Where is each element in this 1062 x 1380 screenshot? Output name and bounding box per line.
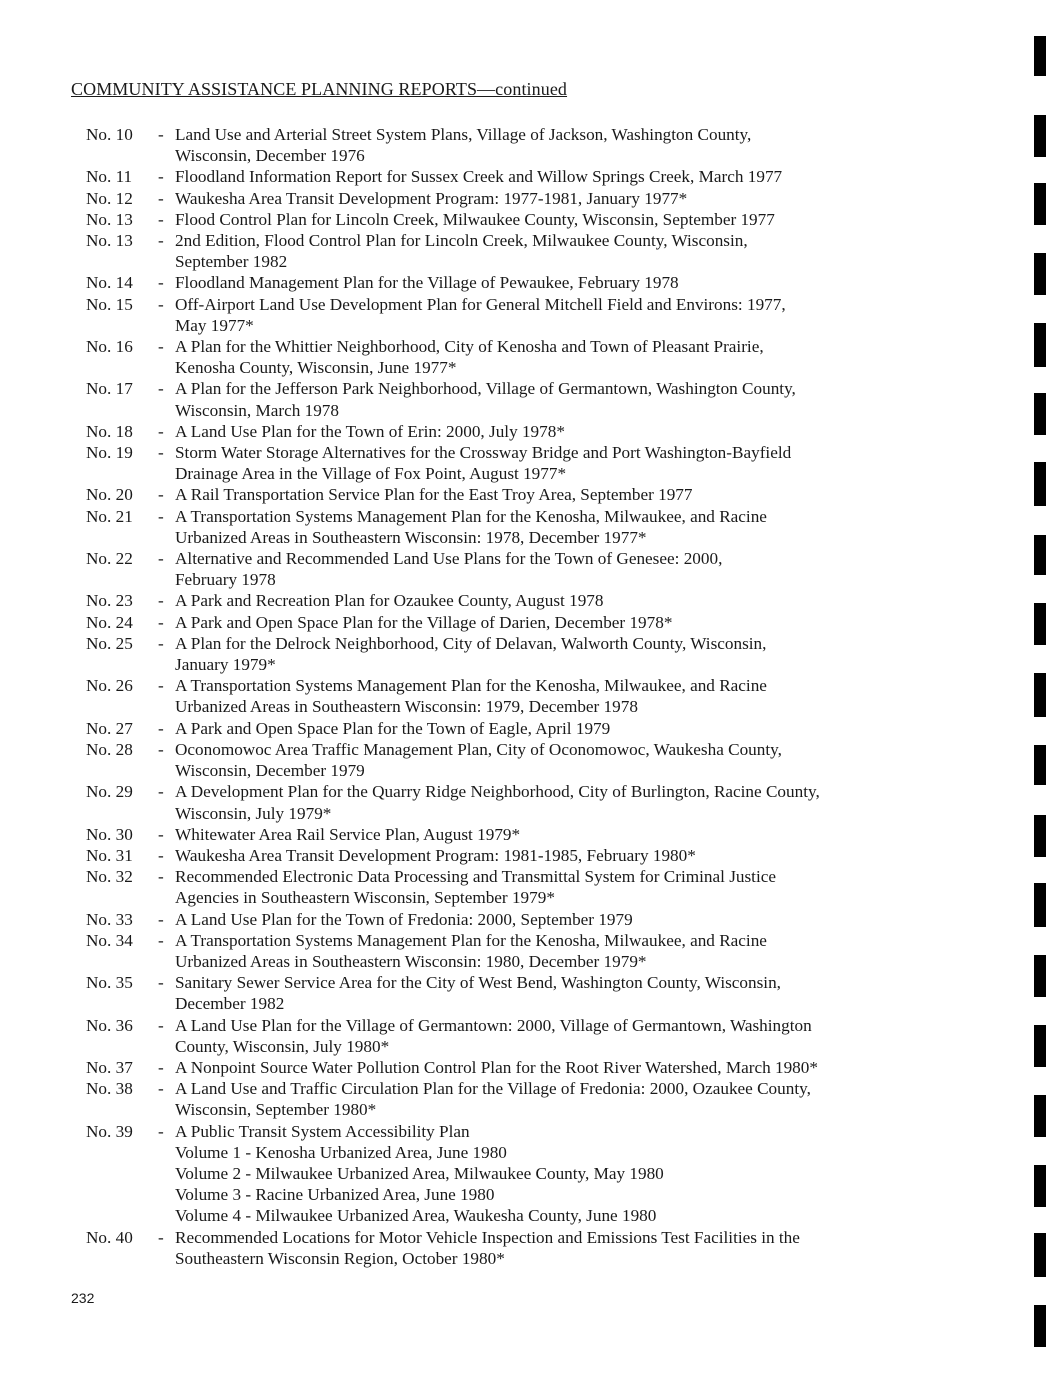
report-number: No. 10 [86, 125, 133, 144]
report-entry [86, 1227, 966, 1269]
report-number: No. 31 [86, 845, 133, 865]
scan-mark [1034, 883, 1046, 927]
entry-separator: - [158, 379, 164, 399]
report-title-line: Kenosha County, Wisconsin, June 1977* [175, 358, 457, 378]
entry-separator: - [158, 231, 164, 251]
scan-mark [1034, 1025, 1046, 1067]
report-title-line: A Development Plan for the Quarry Ridge Neighborhood, City of Burlington, Racine County, [175, 782, 820, 802]
report-entry [86, 166, 966, 187]
entry-separator: - [158, 845, 164, 865]
report-number: No. 29 [86, 782, 133, 802]
scan-mark [1034, 323, 1046, 367]
report-title [175, 209, 966, 230]
report-title-line: Off-Airport Land Use Development Plan for General Mitchell Field and Environs: 1977, [175, 294, 786, 314]
report-number: No. 18 [86, 421, 133, 441]
report-entry [86, 294, 966, 336]
report-title [175, 739, 966, 781]
report-number: No. 15 [86, 294, 133, 314]
report-title [175, 506, 966, 548]
report-title-line: Sanitary Sewer Service Area for the City of West Bend, Washington County, Wisconsin, [175, 973, 781, 993]
entry-separator: - [158, 930, 164, 950]
report-title-line: A Public Transit System Accessibility Plan [175, 1121, 470, 1141]
report-title-line: A Rail Transportation Service Plan for the East Troy Area, September 1977 [175, 485, 693, 505]
report-title [175, 421, 966, 442]
report-title [175, 930, 966, 972]
report-entry [86, 1057, 966, 1078]
report-number: No. 33 [86, 909, 133, 929]
report-entry [86, 612, 966, 633]
report-entry [86, 506, 966, 548]
scan-mark [1034, 955, 1046, 997]
report-title [175, 166, 966, 187]
report-number: No. 23 [86, 591, 133, 611]
report-title-line: A Park and Open Space Plan for the Village of Darien, December 1978* [175, 612, 673, 632]
report-entry [86, 484, 966, 505]
entry-separator: - [158, 337, 164, 357]
entry-separator: - [158, 824, 164, 844]
report-title-line: Recommended Electronic Data Processing and Transmittal System for Criminal Justice [175, 867, 776, 887]
report-title-line: Volume 1 - Kenosha Urbanized Area, June 1980 [175, 1142, 507, 1162]
report-title-line: Urbanized Areas in Southeastern Wisconsin: 1979, December 1978 [175, 697, 638, 717]
report-entry [86, 739, 966, 781]
report-title-line: A Land Use Plan for the Village of Germantown: 2000, Village of Germantown, Washington [175, 1015, 812, 1035]
scan-mark [1034, 253, 1046, 295]
entry-separator: - [158, 1015, 164, 1035]
report-title-line: Flood Control Plan for Lincoln Creek, Milwaukee County, Wisconsin, September 1977 [175, 209, 775, 229]
report-title-line: A Land Use Plan for the Town of Erin: 2000, July 1978* [175, 421, 565, 441]
report-entry [86, 188, 966, 209]
report-number: No. 32 [86, 867, 133, 887]
report-entry [86, 124, 966, 166]
entry-separator: - [158, 167, 164, 187]
report-title-line: Southeastern Wisconsin Region, October 1980* [175, 1248, 505, 1268]
report-title [175, 612, 966, 633]
report-title-line: Floodland Information Report for Sussex Creek and Willow Springs Creek, March 1977 [175, 167, 783, 187]
report-title-line: Urbanized Areas in Southeastern Wisconsin: 1980, December 1979* [175, 951, 647, 971]
report-title [175, 272, 966, 293]
entry-separator: - [158, 125, 164, 144]
report-title-line: Wisconsin, December 1976 [175, 146, 365, 166]
entry-separator: - [158, 1227, 164, 1247]
entry-separator: - [158, 1079, 164, 1099]
report-number: No. 28 [86, 739, 133, 759]
entry-separator: - [158, 485, 164, 505]
report-title [175, 675, 966, 717]
report-entry [86, 336, 966, 378]
report-title [175, 824, 966, 845]
entry-separator: - [158, 739, 164, 759]
entry-separator: - [158, 612, 164, 632]
report-number: No. 38 [86, 1079, 133, 1099]
entry-separator: - [158, 591, 164, 611]
report-entry [86, 781, 966, 823]
report-title-line: Alternative and Recommended Land Use Plans for the Town of Genesee: 2000, [175, 549, 723, 569]
scan-mark [1034, 815, 1046, 857]
report-title-line: Waukesha Area Transit Development Program: 1981-1985, February 1980* [175, 845, 696, 865]
report-title-line: A Transportation Systems Management Plan for the Kenosha, Milwaukee, and Racine [175, 506, 767, 526]
report-title [175, 1015, 966, 1057]
report-title [175, 972, 966, 1014]
section-heading: COMMUNITY ASSISTANCE PLANNING REPORTS—continued [71, 79, 568, 99]
entry-separator: - [158, 867, 164, 887]
report-title-line: Volume 4 - Milwaukee Urbanized Area, Waukesha County, June 1980 [175, 1206, 657, 1226]
report-title-line: A Park and Open Space Plan for the Town of Eagle, April 1979 [175, 718, 611, 738]
report-title-line: A Land Use Plan for the Town of Fredonia: 2000, September 1979 [175, 909, 633, 929]
report-title-line: Volume 2 - Milwaukee Urbanized Area, Milwaukee County, May 1980 [175, 1163, 664, 1183]
report-number: No. 39 [86, 1121, 133, 1141]
report-number: No. 19 [86, 443, 133, 463]
entry-separator: - [158, 676, 164, 696]
entry-separator: - [158, 549, 164, 569]
report-title [175, 336, 966, 378]
entry-separator: - [158, 973, 164, 993]
report-number: No. 13 [86, 231, 133, 251]
report-entry [86, 442, 966, 484]
report-entry [86, 378, 966, 420]
report-list [86, 124, 966, 1269]
scan-mark [1034, 673, 1046, 717]
entry-separator: - [158, 633, 164, 653]
entry-separator: - [158, 506, 164, 526]
report-title-line: A Park and Recreation Plan for Ozaukee County, August 1978 [175, 591, 604, 611]
report-number: No. 26 [86, 676, 133, 696]
report-title-line: A Plan for the Delrock Neighborhood, City of Delavan, Walworth County, Wisconsin, [175, 633, 767, 653]
report-number: No. 14 [86, 273, 133, 293]
entry-separator: - [158, 273, 164, 293]
entry-separator: - [158, 188, 164, 208]
report-title [175, 633, 966, 675]
report-entry [86, 824, 966, 845]
report-title [175, 484, 966, 505]
report-title-line: A Plan for the Whittier Neighborhood, City of Kenosha and Town of Pleasant Prairie, [175, 337, 764, 357]
report-title-line: September 1982 [175, 252, 288, 272]
report-title-line: Oconomowoc Area Traffic Management Plan, City of Oconomowoc, Waukesha County, [175, 739, 782, 759]
report-title-line: Volume 3 - Racine Urbanized Area, June 1980 [175, 1185, 495, 1205]
scan-mark [1034, 36, 1046, 76]
report-title-line: Floodland Management Plan for the Village of Pewaukee, February 1978 [175, 273, 679, 293]
scan-mark [1034, 1305, 1046, 1347]
scan-mark [1034, 183, 1046, 225]
report-entry [86, 1078, 966, 1120]
report-title-line: February 1978 [175, 570, 276, 590]
report-title [175, 590, 966, 611]
report-title-line: Urbanized Areas in Southeastern Wisconsin: 1978, December 1977* [175, 527, 647, 547]
entry-separator: - [158, 782, 164, 802]
report-number: No. 20 [86, 485, 133, 505]
scan-mark [1034, 393, 1046, 435]
scan-mark [1034, 1165, 1046, 1207]
entry-separator: - [158, 209, 164, 229]
report-title [175, 866, 966, 908]
report-entry [86, 930, 966, 972]
scan-mark [1034, 1233, 1046, 1277]
report-title [175, 442, 966, 484]
entry-separator: - [158, 909, 164, 929]
report-number: No. 21 [86, 506, 133, 526]
report-entry [86, 421, 966, 442]
scan-mark [1034, 535, 1046, 575]
report-number: No. 35 [86, 973, 133, 993]
report-entry [86, 845, 966, 866]
report-title-line: Whitewater Area Rail Service Plan, August 1979* [175, 824, 521, 844]
report-title-line: A Land Use and Traffic Circulation Plan for the Village of Fredonia: 2000, Ozaukee County, [175, 1079, 811, 1099]
report-title-line: Recommended Locations for Motor Vehicle Inspection and Emissions Test Facilities in the [175, 1227, 800, 1247]
report-entry [86, 548, 966, 590]
entry-separator: - [158, 718, 164, 738]
entry-separator: - [158, 443, 164, 463]
report-entry [86, 1015, 966, 1057]
report-number: No. 13 [86, 209, 133, 229]
report-entry [86, 866, 966, 908]
report-number: No. 30 [86, 824, 133, 844]
report-title-line: A Nonpoint Source Water Pollution Control Plan for the Root River Watershed, March 1980* [175, 1057, 818, 1077]
report-title [175, 124, 966, 166]
report-title-line: December 1982 [175, 994, 285, 1014]
scan-mark [1034, 1095, 1046, 1137]
report-title [175, 1078, 966, 1120]
report-title-line: Wisconsin, September 1980* [175, 1100, 377, 1120]
report-title-line: Wisconsin, July 1979* [175, 803, 332, 823]
scan-mark [1034, 603, 1046, 645]
report-number: No. 37 [86, 1057, 133, 1077]
report-number: No. 27 [86, 718, 133, 738]
report-title [175, 378, 966, 420]
report-title [175, 548, 966, 590]
report-number: No. 22 [86, 549, 133, 569]
report-title [175, 1227, 966, 1269]
entry-separator: - [158, 1121, 164, 1141]
report-title-line: Wisconsin, December 1979 [175, 761, 365, 781]
entry-separator: - [158, 421, 164, 441]
report-title-line: 2nd Edition, Flood Control Plan for Lincoln Creek, Milwaukee County, Wisconsin, [175, 231, 748, 251]
report-entry [86, 718, 966, 739]
report-title [175, 718, 966, 739]
report-entry [86, 1121, 966, 1227]
scan-mark [1034, 115, 1046, 157]
report-title-line: A Transportation Systems Management Plan for the Kenosha, Milwaukee, and Racine [175, 930, 767, 950]
report-number: No. 12 [86, 188, 133, 208]
report-number: No. 16 [86, 337, 133, 357]
scan-mark [1034, 462, 1046, 506]
report-entry [86, 230, 966, 272]
report-title [175, 909, 966, 930]
report-title-line: May 1977* [175, 315, 254, 335]
scan-mark [1034, 745, 1046, 785]
report-title [175, 1057, 966, 1078]
report-title [175, 294, 966, 336]
entry-separator: - [158, 1057, 164, 1077]
report-title-line: A Transportation Systems Management Plan for the Kenosha, Milwaukee, and Racine [175, 676, 767, 696]
entry-separator: - [158, 294, 164, 314]
report-number: No. 11 [86, 167, 133, 187]
report-number: No. 34 [86, 930, 133, 950]
report-number: No. 36 [86, 1015, 133, 1035]
report-title-line: January 1979* [175, 655, 276, 675]
report-entry [86, 909, 966, 930]
report-title [175, 188, 966, 209]
report-title-line: Drainage Area in the Village of Fox Point, August 1977* [175, 464, 567, 484]
report-title-line: Waukesha Area Transit Development Program: 1977-1981, January 1977* [175, 188, 688, 208]
page-number: 232 [71, 1290, 95, 1306]
report-entry [86, 209, 966, 230]
report-number: No. 24 [86, 612, 133, 632]
report-entry [86, 633, 966, 675]
report-number: No. 17 [86, 379, 133, 399]
report-title [175, 781, 966, 823]
report-title-line: County, Wisconsin, July 1980* [175, 1036, 390, 1056]
report-number: No. 40 [86, 1227, 133, 1247]
report-title [175, 230, 966, 272]
report-entry [86, 972, 966, 1014]
report-title-line: Land Use and Arterial Street System Plans, Village of Jackson, Washington County, [175, 125, 752, 144]
report-entry [86, 272, 966, 293]
report-number: No. 25 [86, 633, 133, 653]
report-title-line: Agencies in Southeastern Wisconsin, September 1979* [175, 888, 555, 908]
report-title-line: Wisconsin, March 1978 [175, 400, 339, 420]
report-title-line: Storm Water Storage Alternatives for the Crossway Bridge and Port Washington-Bayfield [175, 443, 792, 463]
report-entry [86, 590, 966, 611]
report-title [175, 845, 966, 866]
report-title-line: A Plan for the Jefferson Park Neighborhood, Village of Germantown, Washington County, [175, 379, 796, 399]
report-title [175, 1121, 966, 1227]
report-entry [86, 675, 966, 717]
